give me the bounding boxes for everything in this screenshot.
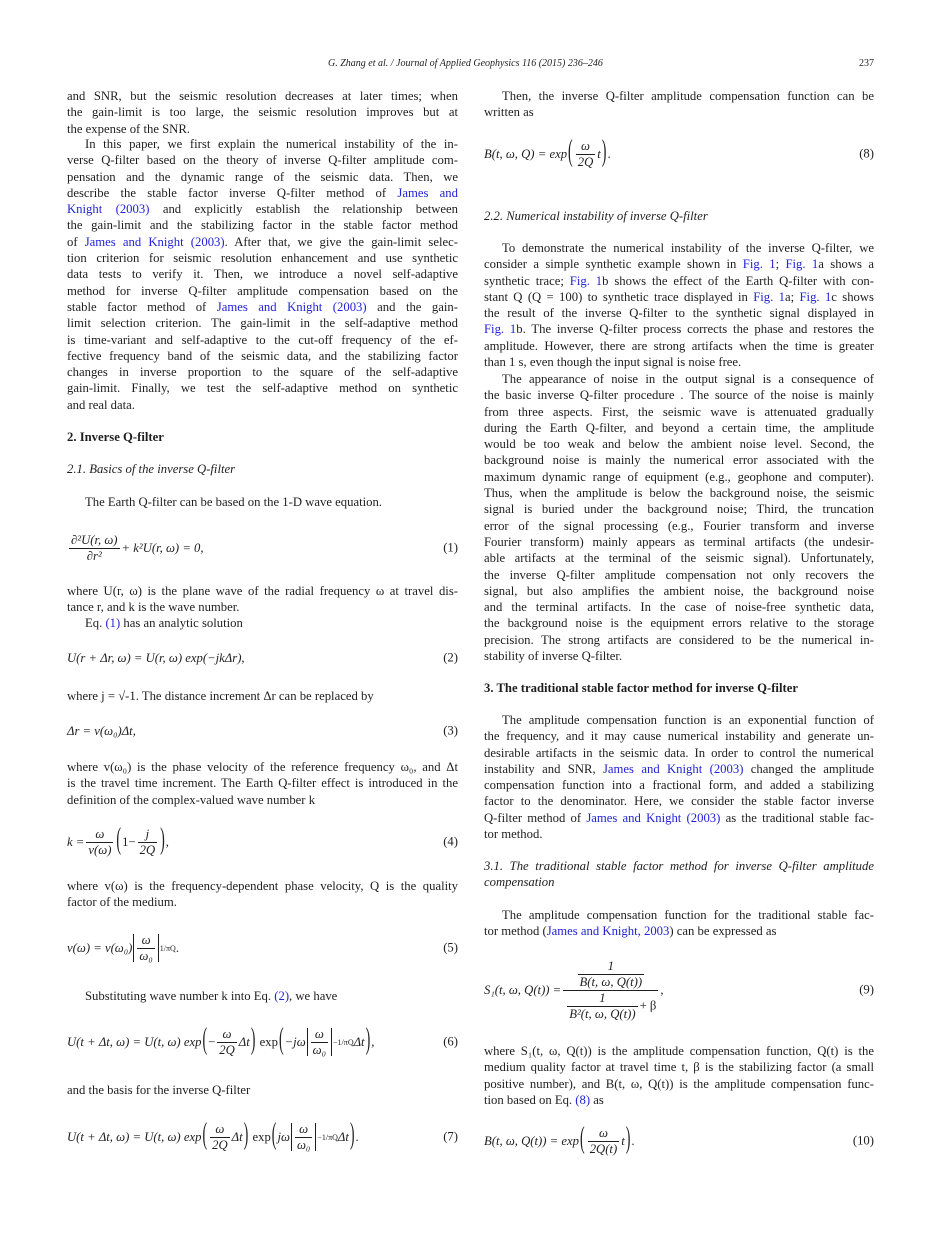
text-segment: compensation function into a fractional form, and added a stabilizing xyxy=(484,778,874,793)
eq-text: t xyxy=(621,1133,625,1148)
eq-paren: ) xyxy=(365,1024,371,1058)
subsection-heading: 2.2. Numerical instability of inverse Q-filter xyxy=(484,209,708,223)
equation-2 xyxy=(67,636,458,680)
eq-text: exp xyxy=(252,1129,271,1144)
text-line xyxy=(484,289,874,305)
eq-denominator: 2Q xyxy=(139,842,156,857)
paragraph xyxy=(67,1082,458,1098)
equation-3 xyxy=(67,709,458,753)
section-heading: 2. Inverse Q-filter xyxy=(67,430,164,444)
text-line xyxy=(67,583,458,599)
text-line xyxy=(67,1082,458,1098)
equation-5 xyxy=(67,926,458,970)
eq-text: v(ω) = v(ω₀) xyxy=(67,940,133,955)
text-line xyxy=(67,332,458,348)
text-segment: Fourier transform) mainly appears as terminal artifacts (the undesir- xyxy=(484,534,874,549)
text-line xyxy=(484,256,874,272)
eq-denominator: 2Q xyxy=(219,1042,235,1057)
text-line xyxy=(484,321,874,337)
eq-text: Δt xyxy=(238,1034,250,1049)
text-segment: . After that, we give the gain-limit selec- xyxy=(224,234,458,249)
text-segment: background noise is mainly the numerical error associated with the xyxy=(484,453,874,468)
citation-link[interactable]: James and Knight (2003) xyxy=(602,761,744,776)
text-segment: limit selection criterion. The gain-limit in the self-adaptive method xyxy=(67,316,458,331)
equation-10 xyxy=(484,1119,874,1163)
text-line xyxy=(484,534,874,550)
citation-link[interactable]: Fig. 1 xyxy=(785,257,819,272)
text-line xyxy=(67,494,458,510)
text-line xyxy=(484,745,874,761)
citation-link[interactable]: James and Knight (2003) xyxy=(216,299,367,314)
eq-text: k = xyxy=(67,834,85,849)
text-line xyxy=(67,878,458,894)
equation-number: (6) xyxy=(443,1034,458,1049)
text-segment: during the Earth Q-filter, and beyond a certain time, the amplitude xyxy=(484,420,874,435)
equation-number: (1) xyxy=(443,540,458,555)
eq-numerator: ω xyxy=(137,933,154,949)
text-segment: where U(r, ω) is the plane wave of the radial frequency ω at travel dis- xyxy=(67,584,458,598)
eq-paren: ( xyxy=(568,136,573,170)
text-line xyxy=(67,104,458,120)
text-line xyxy=(484,550,874,566)
text-segment: the expense of the SNR. xyxy=(67,121,190,136)
eq-text: , xyxy=(371,1034,375,1049)
text-segment: error of the signal processing (e.g., Fourier transform and inverse xyxy=(484,518,874,533)
text-line xyxy=(484,1076,874,1092)
text-segment: and the gain- xyxy=(366,299,458,314)
paragraph xyxy=(484,712,874,842)
paragraph xyxy=(484,240,874,370)
citation-link[interactable]: Fig. 1 xyxy=(742,257,776,272)
text-line xyxy=(484,273,874,289)
text-line xyxy=(67,169,458,185)
eq-text: . xyxy=(355,1129,359,1144)
text-segment: stable factor method of xyxy=(67,299,217,314)
text-segment: definition of the complex-valued wave number k xyxy=(67,792,316,807)
text-segment: and SNR, but the seismic resolution decreases at later times; when xyxy=(67,89,458,103)
text-segment: ) can be expressed as xyxy=(669,924,777,939)
eq-denominator: ω₀ xyxy=(296,1137,311,1152)
eq-paren: ) xyxy=(625,1123,631,1157)
text-segment: precision. The strong artifacts are considered to be the numerical in- xyxy=(484,632,874,647)
text-line xyxy=(67,348,458,364)
citation-link[interactable]: James and Knight (2003) xyxy=(84,234,225,249)
text-line xyxy=(484,387,874,403)
paragraph xyxy=(67,615,458,631)
text-line xyxy=(67,217,458,233)
eq-text: Δr = v(ω₀)Δt, xyxy=(67,723,136,738)
text-line xyxy=(484,615,874,631)
text-segment: signal, but also amplifies the ambient noise, the background noise xyxy=(484,583,874,598)
eq-text: U(r + Δr, ω) = U(r, ω) exp(−jkΔr), xyxy=(67,650,245,665)
text-line xyxy=(67,380,458,396)
eq-numerator: ω xyxy=(86,827,113,843)
text-line xyxy=(484,632,874,648)
eq-denominator: 2Q xyxy=(212,1137,228,1152)
text-line xyxy=(67,250,458,266)
citation-link[interactable]: Fig. 1 xyxy=(753,289,785,304)
text-segment: able artifacts at the terminal of the seismic signal). Unfortunately, xyxy=(484,551,874,566)
text-line xyxy=(67,315,458,331)
text-segment: medium quality factor at travel time t, β is the stabilizing factor (a small xyxy=(484,1060,874,1075)
eq-text: . xyxy=(631,1133,635,1148)
eq-text: Δt xyxy=(353,1034,365,1049)
eq-paren: ( xyxy=(271,1119,277,1153)
text-segment: from three aspects. First, the seismic wave is attenuated gradually xyxy=(484,404,874,419)
citation-link[interactable]: Fig. 1 xyxy=(799,289,832,304)
text-line xyxy=(67,234,458,250)
text-line xyxy=(67,121,458,137)
text-segment: where v(ω₀) is the phase velocity of the reference frequency ω₀, and Δt xyxy=(67,760,458,774)
citation-link[interactable]: (8) xyxy=(575,1092,591,1107)
text-line xyxy=(484,1059,874,1075)
text-line xyxy=(67,792,458,808)
text-line xyxy=(484,810,874,826)
text-segment: tor method. xyxy=(484,827,543,842)
text-line xyxy=(67,283,458,299)
citation-link[interactable]: (1) xyxy=(105,616,121,630)
eq-paren: ( xyxy=(202,1024,208,1058)
text-line xyxy=(484,88,874,104)
equation-9 xyxy=(484,950,874,1030)
eq-exponent: 1/πQ xyxy=(159,943,176,953)
eq-text: −jω xyxy=(284,1034,306,1049)
paragraph xyxy=(484,371,874,664)
text-segment: Thus, when the amplitude is below the background noise, the seismic xyxy=(484,486,874,501)
text-line xyxy=(67,775,458,791)
citation-link[interactable]: Knight (2003) xyxy=(67,202,150,217)
text-line xyxy=(484,338,874,354)
text-line xyxy=(484,420,874,436)
text-segment: the inverse Q-filter amplitude compensation not only recovers the xyxy=(484,567,874,582)
text-line xyxy=(67,988,458,1004)
text-segment: Eq. xyxy=(85,616,106,630)
text-line xyxy=(67,152,458,168)
text-segment: where j = √-1. The distance increment Δr can be replaced by xyxy=(67,689,374,703)
eq-text: exp xyxy=(259,1034,278,1049)
text-line xyxy=(484,1092,874,1108)
text-segment: fective frequency band of the seismic data, and the stabilizing factor xyxy=(67,348,458,363)
text-line xyxy=(484,599,874,615)
equation-8 xyxy=(484,132,874,176)
text-segment: where v(ω) is the frequency-dependent phase velocity, Q is the quality xyxy=(67,879,458,893)
paragraph xyxy=(67,136,458,413)
text-segment: desirable artifacts in the seismic data. In order to control the numerical xyxy=(484,745,874,760)
text-segment: c shows xyxy=(831,289,874,304)
eq-numerator: ∂²U(r, ω) xyxy=(71,532,118,547)
equation-number: (4) xyxy=(443,834,458,849)
text-segment: tor method ( xyxy=(484,924,547,939)
text-line xyxy=(484,371,874,387)
text-line xyxy=(67,201,458,217)
eq-text: U(t + Δt, ω) = U(t, ω) exp xyxy=(67,1129,202,1144)
text-segment: maximum dynamic range of equipment (e.g., geophone and computer). xyxy=(484,469,874,484)
eq-paren: ( xyxy=(116,824,122,858)
equation-7 xyxy=(67,1115,458,1159)
text-segment: is time-variant and self-adaptive to the cut-off frequency of the ef- xyxy=(67,332,458,347)
text-line xyxy=(484,104,874,120)
text-segment: The amplitude compensation function for the traditional stable fac- xyxy=(502,908,874,922)
eq-numerator: j xyxy=(138,827,158,843)
text-segment: Q-filter method of xyxy=(484,810,587,825)
subsection-heading xyxy=(484,858,874,891)
text-line xyxy=(484,567,874,583)
text-segment: and real data. xyxy=(67,397,135,412)
text-segment: pensation and the dynamic range of the seismic data. Then, we xyxy=(67,169,458,184)
eq-denominator: 2Q xyxy=(577,154,594,169)
equation-number: (10) xyxy=(852,1133,874,1148)
eq-text: , xyxy=(165,834,169,849)
paragraph xyxy=(484,907,874,940)
eq-paren: ) xyxy=(160,824,165,858)
text-segment: and explicitly establish the relationship between xyxy=(149,202,458,217)
text-segment: where S₁(t, ω, Q(t)) is the amplitude compensation function, Q(t) is the xyxy=(484,1044,874,1058)
equation-number: (9) xyxy=(859,982,874,997)
text-segment: the frequency, and it may cause numerical instability and generate un- xyxy=(484,729,874,744)
text-segment: tion criterion for seismic resolution enhancement and use synthetic xyxy=(67,251,458,266)
text-segment: changes in inverse proportion to the square of the self-adaptive xyxy=(67,365,458,380)
text-segment: ; xyxy=(775,257,786,272)
equation-number: (2) xyxy=(443,650,458,665)
text-line xyxy=(67,615,458,631)
text-line xyxy=(484,240,874,256)
eq-denominator: ω₀ xyxy=(139,948,153,963)
text-segment: instability and SNR, xyxy=(484,761,603,776)
citation-link[interactable]: (2) xyxy=(274,989,290,1003)
equation-1 xyxy=(67,526,458,570)
text-segment: has an analytic solution xyxy=(120,616,243,630)
eq-text: . xyxy=(175,940,179,955)
eq-text: t xyxy=(597,146,601,161)
text-segment: would be too weak and below the ambient noise level. Second, the xyxy=(484,437,874,452)
eq-text: + k²U(r, ω) = 0, xyxy=(121,540,204,555)
text-segment: as xyxy=(590,1092,604,1107)
paragraph xyxy=(484,88,874,121)
equation-number: (8) xyxy=(859,146,874,161)
eq-numerator: ω xyxy=(576,139,596,155)
text-segment: positive number), and B(t, ω, Q(t)) is the amplitude compensation func- xyxy=(484,1076,874,1091)
text-segment: than 1 s, even though the input signal is noise free. xyxy=(484,355,742,370)
text-segment: as the traditional stable fac- xyxy=(720,810,874,825)
text-segment: amplitude. However, there are strong artifacts when the time is greater xyxy=(484,338,874,353)
text-line xyxy=(484,907,874,923)
running-title: G. Zhang et al. / Journal of Applied Geophysics 116 (2015) 236–246 xyxy=(328,58,603,69)
text-segment: is the travel time increment. The Earth Q-filter effect is introduced in the xyxy=(67,776,458,791)
text-line xyxy=(67,136,458,152)
text-segment: the basic inverse Q-filter procedure . The source of the noise is mainly xyxy=(484,388,874,403)
eq-text: Δt xyxy=(231,1129,243,1144)
text-line xyxy=(484,501,874,517)
equation-number: (3) xyxy=(443,723,458,738)
text-segment: describe the stable factor inverse Q-filter method of xyxy=(67,185,398,200)
heading-line: compensation xyxy=(484,875,555,890)
text-segment: tion based on Eq. xyxy=(484,1092,576,1107)
citation-link[interactable]: James and Knight, 2003 xyxy=(546,924,670,939)
eq-text: B(t, ω, Q(t)) = exp xyxy=(484,1133,580,1148)
text-line xyxy=(484,354,874,370)
eq-paren: ) xyxy=(250,1024,256,1058)
text-line xyxy=(484,712,874,728)
eq-text: U(t + Δt, ω) = U(t, ω) exp xyxy=(67,1034,202,1049)
text-segment: verse Q-filter based on the theory of inverse Q-filter amplitude com- xyxy=(67,153,458,168)
eq-paren: ) xyxy=(349,1119,355,1153)
text-segment: To demonstrate the numerical instability of the inverse Q-filter, we xyxy=(502,241,874,255)
text-segment: b. The inverse Q-filter process corrects the phase and restores the xyxy=(516,322,874,337)
eq-exponent: −1/πQ xyxy=(333,1037,354,1047)
text-segment: tance r, and k is the wave number. xyxy=(67,600,240,615)
text-segment: The amplitude compensation function is an exponential function of xyxy=(502,713,874,727)
text-line xyxy=(484,648,874,664)
text-segment: The Earth Q-filter can be based on the 1-D wave equation. xyxy=(85,495,382,509)
eq-numerator: ω xyxy=(311,1027,328,1043)
text-line xyxy=(484,923,874,939)
text-segment: synthetic trace; xyxy=(484,273,570,288)
eq-text: , xyxy=(660,982,664,997)
paragraph xyxy=(484,1043,874,1108)
citation-link[interactable]: Fig. 1 xyxy=(484,322,517,337)
text-segment: the gain-limit is too large, the seismic resolution improves but at xyxy=(67,105,458,120)
paragraph xyxy=(67,759,458,808)
heading-line: 3.1. The traditional stable factor method for inverse Q-filter amplitude xyxy=(484,859,874,873)
text-segment: b shows the effect of the Earth Q-filter with con- xyxy=(602,273,874,288)
eq-denominator: ω₀ xyxy=(312,1042,327,1057)
text-segment: The appearance of noise in the output signal is a consequence of xyxy=(502,372,874,386)
text-segment: a shows a xyxy=(818,257,874,272)
text-line xyxy=(67,688,458,704)
text-line xyxy=(67,599,458,615)
eq-denominator: B²(t, ω, Q(t)) xyxy=(569,1006,636,1021)
text-line xyxy=(67,299,458,315)
text-line xyxy=(67,759,458,775)
text-line xyxy=(67,88,458,104)
equation-4 xyxy=(67,820,458,864)
eq-text: − xyxy=(208,1034,216,1049)
text-line xyxy=(67,185,458,201)
citation-link[interactable]: James and xyxy=(397,185,458,200)
paragraph xyxy=(67,688,458,704)
paragraph xyxy=(67,494,458,510)
text-segment: and the terminal artifacts. In the case of noise-free synthetic data, xyxy=(484,600,874,615)
text-segment: data tests to verify it. Then, we introduce a novel self-adaptive xyxy=(67,267,458,282)
citation-link[interactable]: Fig. 1 xyxy=(569,273,603,288)
paragraph xyxy=(67,988,458,1004)
text-line xyxy=(67,894,458,910)
eq-text: B(t, ω, Q) = exp xyxy=(484,146,568,161)
text-line xyxy=(484,404,874,420)
eq-denominator: 2Q(t) xyxy=(589,1141,618,1156)
text-line xyxy=(67,364,458,380)
text-line xyxy=(484,583,874,599)
text-line xyxy=(67,397,458,413)
eq-text: + β xyxy=(639,997,657,1012)
eq-denominator: ∂r² xyxy=(86,548,102,563)
eq-numerator: 1 xyxy=(567,991,637,1007)
eq-denominator: B(t, ω, Q(t)) xyxy=(579,974,643,989)
text-line xyxy=(484,452,874,468)
text-line xyxy=(484,761,874,777)
eq-text: Δt xyxy=(337,1129,349,1144)
text-segment: In this paper, we first explain the numerical instability of the in- xyxy=(85,137,458,151)
text-segment: stant Q (Q = 100) to synthetic trace displayed in xyxy=(484,289,754,304)
text-segment: method for inverse Q-filter amplitude compensation based on the xyxy=(67,283,458,298)
text-segment: the result of the inverse Q-filter to the synthetic signal displayed in xyxy=(484,306,874,321)
eq-numerator: ω xyxy=(588,1126,619,1142)
text-line xyxy=(484,777,874,793)
text-segment: Then, the inverse Q-filter amplitude compensation function can be xyxy=(502,89,874,103)
text-line xyxy=(484,436,874,452)
text-segment: written as xyxy=(484,105,534,120)
citation-link[interactable]: James and Knight (2003) xyxy=(586,810,721,825)
eq-paren: ( xyxy=(278,1024,284,1058)
eq-numerator: ω xyxy=(295,1122,312,1138)
text-line xyxy=(484,793,874,809)
text-segment: of xyxy=(67,234,85,249)
text-segment: the gain-limit and the stabilizing factor in the stable factor method xyxy=(67,218,458,233)
text-segment: a; xyxy=(784,289,800,304)
text-segment: , we have xyxy=(289,989,338,1003)
eq-numerator: 1 xyxy=(578,959,645,975)
text-segment: changed the amplitude xyxy=(743,761,874,776)
equation-number: (5) xyxy=(443,940,458,955)
text-line xyxy=(484,826,874,842)
eq-paren: ( xyxy=(202,1119,208,1153)
eq-paren: ( xyxy=(580,1123,585,1157)
eq-exponent: −1/πQ xyxy=(317,1132,338,1142)
eq-text: jω xyxy=(277,1129,290,1144)
text-line xyxy=(484,469,874,485)
paragraph xyxy=(67,583,458,616)
eq-denominator: v(ω) xyxy=(88,842,112,857)
text-segment: stability of inverse Q-filter. xyxy=(484,649,623,664)
text-segment: consider a simple synthetic example shown in xyxy=(484,257,743,272)
text-segment: the background noise is the equipment errors relative to the storage xyxy=(484,616,874,631)
text-segment: Substituting wave number k into Eq. xyxy=(85,989,275,1003)
paragraph xyxy=(67,878,458,911)
paragraph xyxy=(67,88,458,137)
eq-numerator: ω xyxy=(210,1122,230,1138)
text-segment: factor of the medium. xyxy=(67,895,177,910)
page-number: 237 xyxy=(859,58,874,69)
section-heading: 3. The traditional stable factor method for inverse Q-filter xyxy=(484,681,798,695)
text-segment: signal is buried under the background noise; Third, the truncation xyxy=(484,502,874,517)
text-segment: factor to the denominator. Here, we consider the stable factor inverse xyxy=(484,794,874,809)
equation-6 xyxy=(67,1020,458,1064)
eq-text: 1− xyxy=(122,834,136,849)
subsection-heading: 2.1. Basics of the inverse Q-filter xyxy=(67,462,236,476)
eq-paren: ) xyxy=(243,1119,249,1153)
eq-numerator: ω xyxy=(217,1027,237,1043)
text-segment: and the basis for the inverse Q-filter xyxy=(67,1083,251,1097)
text-line xyxy=(484,728,874,744)
text-line xyxy=(484,1043,874,1059)
text-line xyxy=(484,485,874,501)
eq-paren: ) xyxy=(601,136,607,170)
text-line xyxy=(484,305,874,321)
equation-number: (7) xyxy=(443,1129,458,1144)
text-line xyxy=(484,518,874,534)
eq-text: S₁(t, ω, Q(t)) = xyxy=(484,982,562,997)
text-segment: gain-limit. Finally, we test the self-adaptive method on synthetic xyxy=(67,381,458,396)
text-line xyxy=(67,266,458,282)
eq-text: . xyxy=(607,146,611,161)
